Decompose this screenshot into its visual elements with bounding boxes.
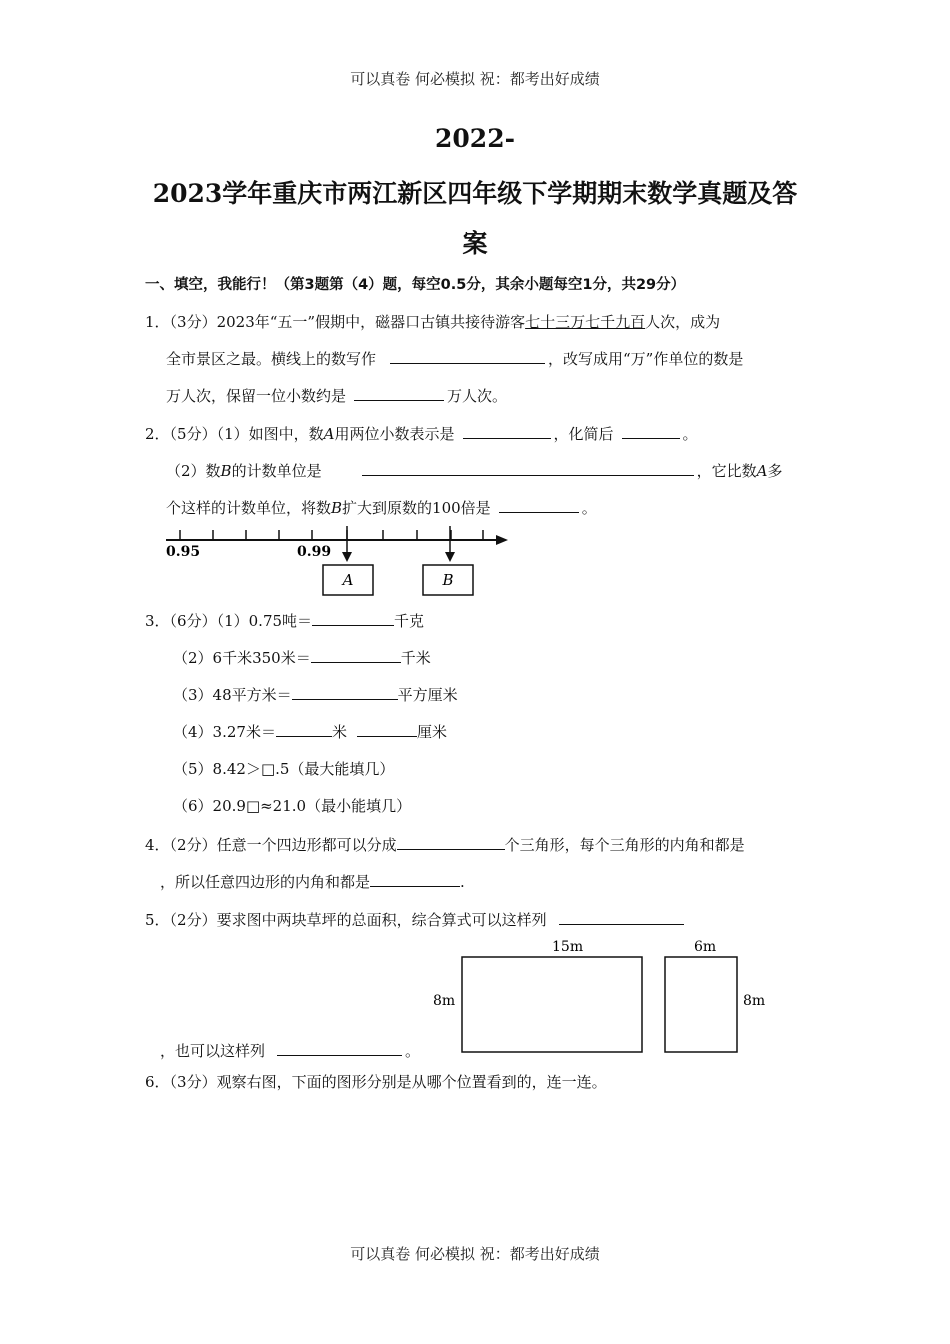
q5-text-2a: ，也可以这样列 bbox=[160, 1042, 266, 1060]
q5-line-2 bbox=[160, 1040, 420, 1061]
q2-text-2c: ，它比数 bbox=[696, 462, 757, 480]
q1-line-1 bbox=[145, 311, 720, 332]
q3-blank-1[interactable] bbox=[312, 611, 394, 626]
q3-p4-text: （4）3.27米＝ bbox=[173, 723, 276, 741]
q3-p4-unit-1: 米 bbox=[331, 723, 347, 741]
box-b-label: B bbox=[442, 571, 454, 589]
q2-blank-1[interactable] bbox=[463, 424, 551, 439]
lawn-rect-2 bbox=[665, 957, 737, 1052]
rect2-right-label: 8m bbox=[743, 993, 766, 1009]
q2-line-2 bbox=[166, 460, 782, 481]
q4-line-2 bbox=[160, 871, 465, 892]
number-line-figure bbox=[160, 522, 520, 598]
q1-text-a: 1．（3分）2023年“五一”假期中，磁器口古镇共接待游客 bbox=[145, 313, 526, 331]
label-0-99: 0.99 bbox=[297, 544, 332, 560]
q2-text-3a: 个这样的计数单位，将数 bbox=[166, 499, 332, 517]
rect1-top-label: 15m bbox=[552, 939, 584, 955]
q1-line-3 bbox=[166, 385, 507, 406]
q3-blank-2[interactable] bbox=[311, 648, 401, 663]
q2-var-b: B bbox=[220, 462, 232, 480]
q1-line3-text-b: 万人次。 bbox=[447, 387, 508, 405]
q2-var-a: A bbox=[323, 425, 335, 443]
q3-blank-4[interactable] bbox=[276, 722, 332, 737]
q2-text-3b: 扩大到原数的100倍是 bbox=[342, 499, 491, 517]
q2-blank-2[interactable] bbox=[622, 424, 680, 439]
q3-p2-text: （2）6千米350米＝ bbox=[173, 649, 311, 667]
q3-p3-unit: 平方厘米 bbox=[397, 686, 458, 704]
section-heading: 一、填空，我能行！（第3题第（4）题，每空0.5分，其余小题每空1分，共29分） bbox=[145, 277, 686, 293]
label-0-95: 0.95 bbox=[166, 544, 201, 560]
q3-part-1 bbox=[145, 610, 424, 631]
q3-part-4 bbox=[173, 721, 447, 742]
q4-line-1 bbox=[145, 834, 745, 855]
q1-line2-text-a: 全市景区之最。横线上的数写作 bbox=[166, 350, 377, 368]
title-line-1: 2022- bbox=[435, 124, 515, 153]
q6-line-1: 6．（3分）观察右图，下面的图形分别是从哪个位置看到的，连一连。 bbox=[145, 1073, 607, 1091]
box-a-label: A bbox=[342, 571, 354, 589]
q2-var-b-2: B bbox=[331, 499, 343, 517]
q2-line-1 bbox=[145, 423, 698, 444]
rect1-left-label: 8m bbox=[433, 993, 456, 1009]
lawn-figure bbox=[425, 932, 775, 1058]
q2-blank-3[interactable] bbox=[362, 461, 694, 476]
q2-text-3c: 。 bbox=[581, 499, 597, 517]
q2-text-1d: 。 bbox=[682, 425, 698, 443]
q2-text-1b: 用两位小数表示是 bbox=[334, 425, 455, 443]
q2-line-3 bbox=[166, 497, 597, 518]
q2-text-2a: （2）数 bbox=[166, 462, 221, 480]
arrow-b-head bbox=[445, 552, 455, 562]
q2-text-1c: ，化简后 bbox=[553, 425, 614, 443]
page-footer: 可以真卷 何必模拟 祝：都考出好成绩 bbox=[350, 1245, 600, 1263]
q1-blank-2[interactable] bbox=[354, 386, 444, 401]
q4-text-2b: . bbox=[460, 873, 465, 891]
q5-text-2b: 。 bbox=[405, 1042, 421, 1060]
q3-blank-5[interactable] bbox=[357, 722, 417, 737]
q5-text-1: 5．（2分）要求图中两块草坪的总面积，综合算式可以这样列 bbox=[145, 911, 547, 929]
q3-blank-3[interactable] bbox=[292, 685, 398, 700]
q4-text-1b: 个三角形，每个三角形的内角和都是 bbox=[504, 836, 745, 854]
title-line-2: 2023学年重庆市两江新区四年级下学期期末数学真题及答 bbox=[152, 179, 798, 208]
q4-blank-2[interactable] bbox=[370, 872, 460, 887]
title-line-3: 案 bbox=[462, 229, 488, 258]
rect2-top-label: 6m bbox=[694, 939, 717, 955]
q3-p1-unit: 千克 bbox=[394, 612, 425, 630]
number-line-arrowhead bbox=[496, 535, 508, 545]
q2-text-1a: 2．（5分）（1）如图中，数 bbox=[145, 425, 324, 443]
q1-line3-text-a: 万人次，保留一位小数约是 bbox=[166, 387, 347, 405]
q1-blank-1[interactable] bbox=[390, 349, 545, 364]
q4-text-1a: 4．（2分）任意一个四边形都可以分成 bbox=[145, 836, 397, 854]
q1-line2-text-b: ，改写成用“万”作单位的数是 bbox=[548, 350, 744, 368]
q2-text-2d: 多 bbox=[767, 462, 783, 480]
number-line-ticks bbox=[180, 530, 483, 540]
lawn-rect-1 bbox=[462, 957, 642, 1052]
q3-part-5: （5）8.42＞□.5（最大能填几） bbox=[173, 760, 395, 778]
q3-p3-text: （3）48平方米＝ bbox=[173, 686, 292, 704]
q1-underlined-number: 七十三万七千九百 bbox=[525, 313, 646, 331]
q5-blank-1[interactable] bbox=[559, 910, 684, 925]
q3-p4-unit-2: 厘米 bbox=[416, 723, 447, 741]
q3-part-6: （6）20.9□≈21.0（最小能填几） bbox=[173, 797, 412, 815]
q5-line-1 bbox=[145, 909, 687, 930]
q3-part-3 bbox=[173, 684, 458, 705]
q3-p2-unit: 千米 bbox=[400, 649, 431, 667]
q1-text-b: 人次，成为 bbox=[645, 313, 721, 331]
q1-line-2 bbox=[166, 348, 743, 369]
q4-blank-1[interactable] bbox=[397, 835, 505, 850]
q2-blank-4[interactable] bbox=[499, 498, 579, 513]
page-header: 可以真卷 何必模拟 祝：都考出好成绩 bbox=[350, 70, 600, 88]
arrow-a-head bbox=[342, 552, 352, 562]
q4-text-2a: ，所以任意四边形的内角和都是 bbox=[160, 873, 371, 891]
q2-text-2b: 的计数单位是 bbox=[231, 462, 322, 480]
q3-part-2 bbox=[173, 647, 431, 668]
q2-var-a-2: A bbox=[756, 462, 768, 480]
q5-blank-2[interactable] bbox=[277, 1041, 402, 1056]
q3-p1-text: 3．（6分）（1）0.75吨＝ bbox=[145, 612, 313, 630]
